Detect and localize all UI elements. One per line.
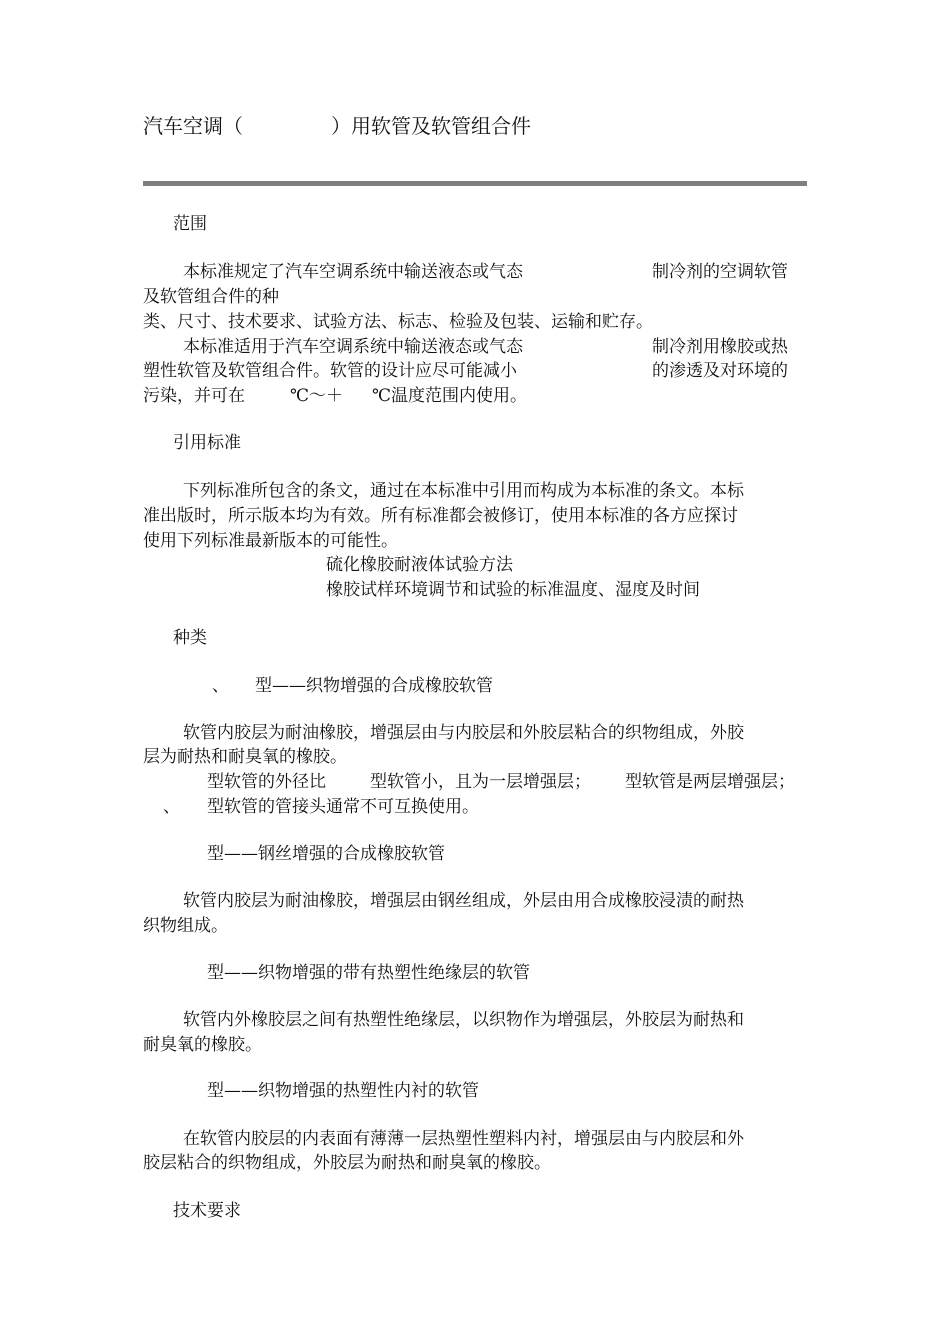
title-left: 汽车空调（ <box>143 114 243 138</box>
scope-p2-line3a: 污染，并可在 <box>143 386 245 406</box>
scope-p2-line2a: 塑性软管及软管组合件。软管的设计应尽可能减小 <box>143 361 517 381</box>
scope-p1-line1b: 制冷剂的空调软管 <box>652 262 788 282</box>
normative-p1-line3: 使用下列标准最新版本的可能性。 <box>143 531 398 551</box>
scope-p1-line3: 类、尺寸、技术要求、试验方法、标志、检验及包装、运输和贮存。 <box>143 312 653 332</box>
section-heading-normative: 引用标准 <box>173 433 241 453</box>
type1-p2-line1b: 型软管小，且为一层增强层； <box>370 772 591 792</box>
type4-p-line2: 胶层粘合的织物组成，外胶层为耐热和耐臭氧的橡胶。 <box>143 1153 551 1173</box>
type3-p-line1: 软管内外橡胶层之间有热塑性绝缘层，以织物作为增强层，外胶层为耐热和 <box>183 1010 744 1030</box>
type1-p1-line1: 软管内胶层为耐油橡胶，增强层由与内胶层和外胶层粘合的织物组成，外胶 <box>183 723 744 743</box>
section-heading-types: 种类 <box>173 628 207 648</box>
scope-p2-line3c: ℃温度范围内使用。 <box>372 386 528 406</box>
type2-p-line1: 软管内胶层为耐油橡胶，增强层由钢丝组成，外层由用合成橡胶浸渍的耐热 <box>183 891 744 911</box>
normative-ref-2: 橡胶试样环境调节和试验的标准温度、湿度及时间 <box>326 580 700 600</box>
type3-heading: 型——织物增强的带有热塑性绝缘层的软管 <box>207 963 530 983</box>
title-divider <box>143 181 807 186</box>
type2-heading: 型——钢丝增强的合成橡胶软管 <box>207 844 445 864</box>
section-heading-tech: 技术要求 <box>173 1201 241 1221</box>
type1-p2-line2-separator: 、 <box>163 797 180 817</box>
scope-p1-line1a: 本标准规定了汽车空调系统中输送液态或气态 <box>183 262 523 282</box>
type2-p-line2: 织物组成。 <box>143 916 228 936</box>
type3-p-line2: 耐臭氧的橡胶。 <box>143 1035 262 1055</box>
type1-p2-line2: 型软管的管接头通常不可互换使用。 <box>207 797 479 817</box>
normative-ref-1: 硫化橡胶耐液体试验方法 <box>326 555 513 575</box>
type1-p2-line1a: 型软管的外径比 <box>207 772 326 792</box>
normative-p1-line2: 准出版时，所示版本均为有效。所有标准都会被修订，使用本标准的各方应探讨 <box>143 506 738 526</box>
type4-p-line1: 在软管内胶层的内表面有薄薄一层热塑性塑料内衬，增强层由与内胶层和外 <box>183 1129 744 1149</box>
type4-heading: 型——织物增强的热塑性内衬的软管 <box>207 1081 479 1101</box>
type1-p2-line1c: 型软管是两层增强层； <box>625 772 795 792</box>
scope-p2-line1b: 制冷剂用橡胶或热 <box>652 337 788 357</box>
scope-p2-line1a: 本标准适用于汽车空调系统中输送液态或气态 <box>183 337 523 357</box>
normative-p1-line1: 下列标准所包含的条文，通过在本标准中引用而构成为本标准的条文。本标 <box>183 481 744 501</box>
section-heading-scope: 范围 <box>173 214 207 234</box>
scope-p2-line2b: 的渗透及对环境的 <box>652 361 788 381</box>
scope-p2-line3b: ℃～＋ <box>290 386 344 406</box>
type1-heading: 型——织物增强的合成橡胶软管 <box>255 676 493 696</box>
type1-separator: 、 <box>212 676 229 696</box>
type1-p1-line2: 层为耐热和耐臭氧的橡胶。 <box>143 747 347 767</box>
scope-p1-line2: 及软管组合件的种 <box>143 287 279 307</box>
document-title <box>143 113 531 139</box>
title-right: ）用软管及软管组合件 <box>331 114 531 138</box>
